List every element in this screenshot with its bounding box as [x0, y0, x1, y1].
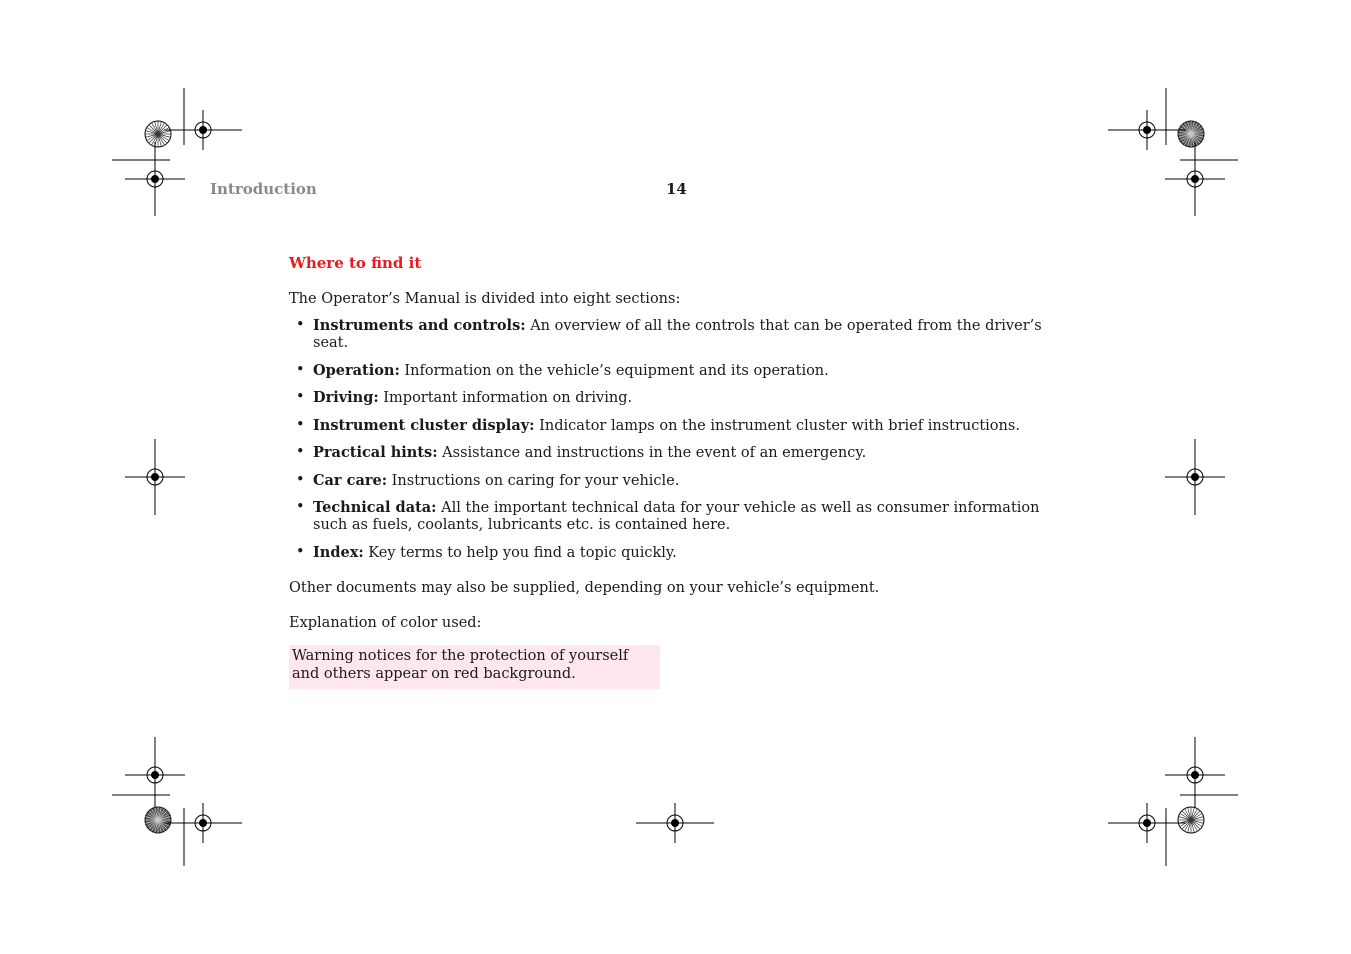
list-item-text: Information on the vehicle’s equipment and its operation.	[399, 362, 829, 379]
starburst-mark-bottom-right	[1178, 807, 1204, 833]
list-item	[289, 544, 1069, 562]
list-item-text: Instructions on caring for your vehicle.	[387, 472, 680, 489]
list-item-term: Car care:	[313, 471, 388, 489]
list-item	[289, 417, 1069, 435]
list-item-term: Instrument cluster display:	[313, 416, 535, 434]
list-item	[289, 472, 1069, 490]
page-content	[289, 255, 1069, 689]
list-item	[289, 499, 1069, 534]
bullet-icon: •	[296, 543, 305, 560]
bullet-icon: •	[296, 499, 305, 515]
color-explanation-label: Explanation of color used:	[289, 614, 482, 631]
section-title: Where to find it	[289, 254, 422, 272]
starburst-mark-bottom-left	[145, 807, 171, 833]
bullet-icon: •	[296, 471, 305, 488]
bullet-icon: •	[296, 444, 305, 460]
starburst-mark-top-left	[145, 121, 171, 147]
list-item-text: Important information on driving.	[378, 390, 633, 406]
starburst-mark-top-right	[1178, 121, 1204, 147]
bullet-icon: •	[296, 361, 305, 378]
list-item-text: Key terms to help you find a topic quickly.	[363, 544, 677, 561]
list-item-term: Practical hints:	[313, 444, 438, 461]
list-item-term: Operation:	[313, 361, 400, 379]
other-documents-paragraph: Other documents may also be supplied, depending on your vehicle’s equipment.	[289, 579, 880, 596]
bullet-icon: •	[296, 416, 305, 433]
list-item-term: Driving:	[313, 389, 379, 406]
list-item-text: All the important technical data for your vehicle as well as consumer information such as fuels, coolants, lubricants etc. is contained here.	[313, 500, 1040, 533]
list-item-text: Assistance and instructions in the event of an emergency.	[437, 445, 867, 461]
list-item-term: Instruments and controls:	[313, 317, 526, 334]
list-item-term: Index:	[313, 543, 364, 561]
running-header-section: Introduction	[210, 180, 317, 198]
list-item-text: Indicator lamps on the instrument cluster with brief instructions.	[534, 417, 1020, 434]
list-item	[289, 389, 1069, 407]
sections-list	[289, 317, 1069, 562]
list-item	[289, 362, 1069, 380]
page-number: 14	[666, 180, 687, 198]
warning-color-sample: Warning notices for the protection of yourself and others appear on red background.	[289, 645, 660, 689]
list-item	[289, 317, 1069, 352]
list-item	[289, 444, 1069, 462]
bullet-icon: •	[296, 389, 305, 405]
intro-paragraph: The Operator’s Manual is divided into eight sections:	[289, 291, 681, 307]
list-item-text: An overview of all the controls that can be operated from the driver’s seat.	[313, 318, 1042, 351]
list-item-term: Technical data:	[313, 499, 437, 516]
bullet-icon: •	[296, 317, 305, 333]
